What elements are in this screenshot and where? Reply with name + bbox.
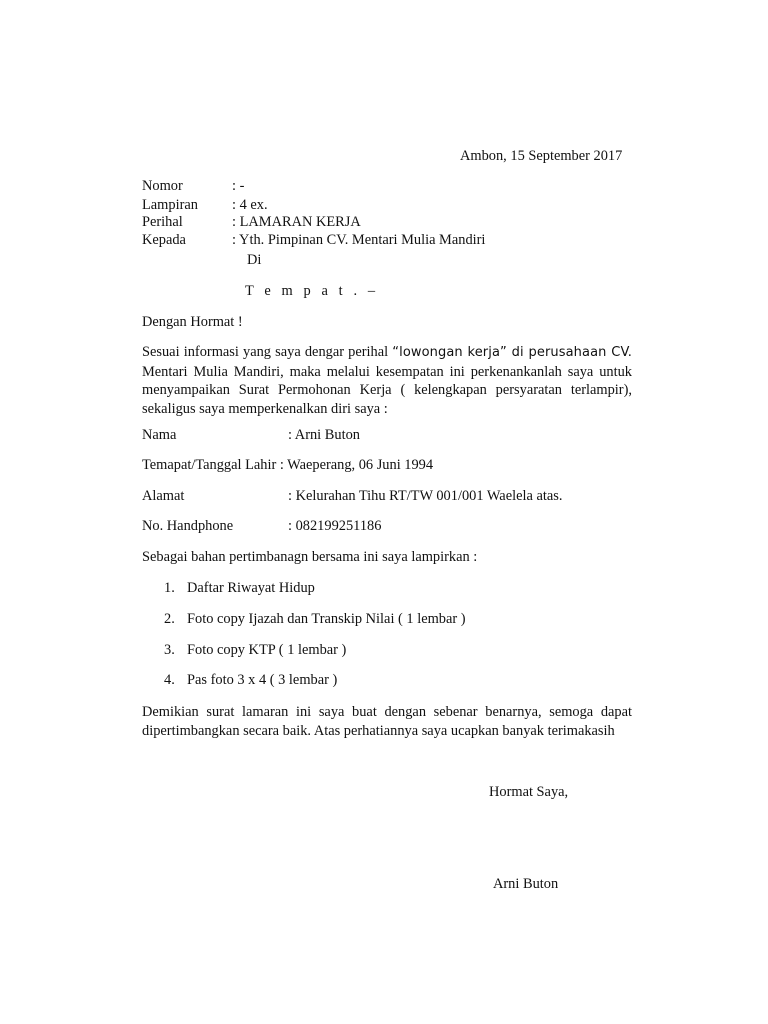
address-tempat: T e m p a t . – — [245, 283, 379, 299]
meta-label: Perihal — [142, 214, 183, 230]
greeting: Dengan Hormat ! — [142, 314, 243, 330]
list-text: Pas foto 3 x 4 ( 3 lembar ) — [187, 672, 338, 688]
address-di: Di — [247, 252, 262, 268]
meta-value: : 4 ex. — [232, 197, 268, 213]
closing-salutation: Hormat Saya, — [489, 784, 569, 800]
field-label: Nama — [142, 427, 177, 443]
field-label: Alamat — [142, 488, 185, 504]
list-text: Foto copy KTP ( 1 lembar ) — [187, 642, 347, 658]
place-date: Ambon, 15 September 2017 — [460, 148, 623, 164]
field-ttl-text: Temapat/Tanggal Lahir : Waeperang, 06 Juni 1994 — [142, 457, 434, 473]
list-text: Daftar Riwayat Hidup — [187, 580, 315, 596]
meta-value: : LAMARAN KERJA — [232, 214, 361, 230]
list-number: 1. — [164, 580, 175, 596]
field-value: : 082199251186 — [288, 518, 382, 534]
field-value: : Arni Buton — [288, 427, 360, 443]
intro-part-2: “lowongan kerja” di perusahaan CV. — [392, 345, 632, 360]
list-text: Foto copy Ijazah dan Transkip Nilai ( 1 lembar ) — [187, 611, 466, 627]
attachments-intro: Sebagai bahan pertimbanagn bersama ini saya lampirkan : — [142, 549, 478, 565]
list-number: 2. — [164, 611, 175, 627]
meta-value: : - — [232, 178, 245, 194]
meta-value: : Yth. Pimpinan CV. Mentari Mulia Mandiri — [232, 232, 486, 248]
list-number: 4. — [164, 672, 175, 688]
meta-label: Kepada — [142, 232, 186, 248]
field-value: : Kelurahan Tihu RT/TW 001/001 Waelela atas. — [288, 488, 563, 504]
intro-part-3: Mentari Mulia Mandiri, maka melalui kesempatan ini perkenankanlah saya untuk menyampaikan Surat Permohonan Kerja ( kelengkapan persyaratan terlampir), sekaligus saya memperkenalkan diri saya : — [142, 363, 632, 417]
intro-part-1: Sesuai informasi yang saya dengar perihal — [142, 344, 393, 360]
list-number: 3. — [164, 642, 175, 658]
signature-name: Arni Buton — [493, 876, 559, 892]
field-label: No. Handphone — [142, 518, 234, 534]
meta-label: Nomor — [142, 178, 183, 194]
closing-paragraph: Demikian surat lamaran ini saya buat dengan sebenar benarnya, semoga dapat dipertimbangkan secara baik. Atas perhatiannya saya ucapkan banyak terimakasih — [142, 704, 632, 739]
meta-label: Lampiran — [142, 197, 198, 213]
intro-paragraph — [142, 343, 632, 418]
